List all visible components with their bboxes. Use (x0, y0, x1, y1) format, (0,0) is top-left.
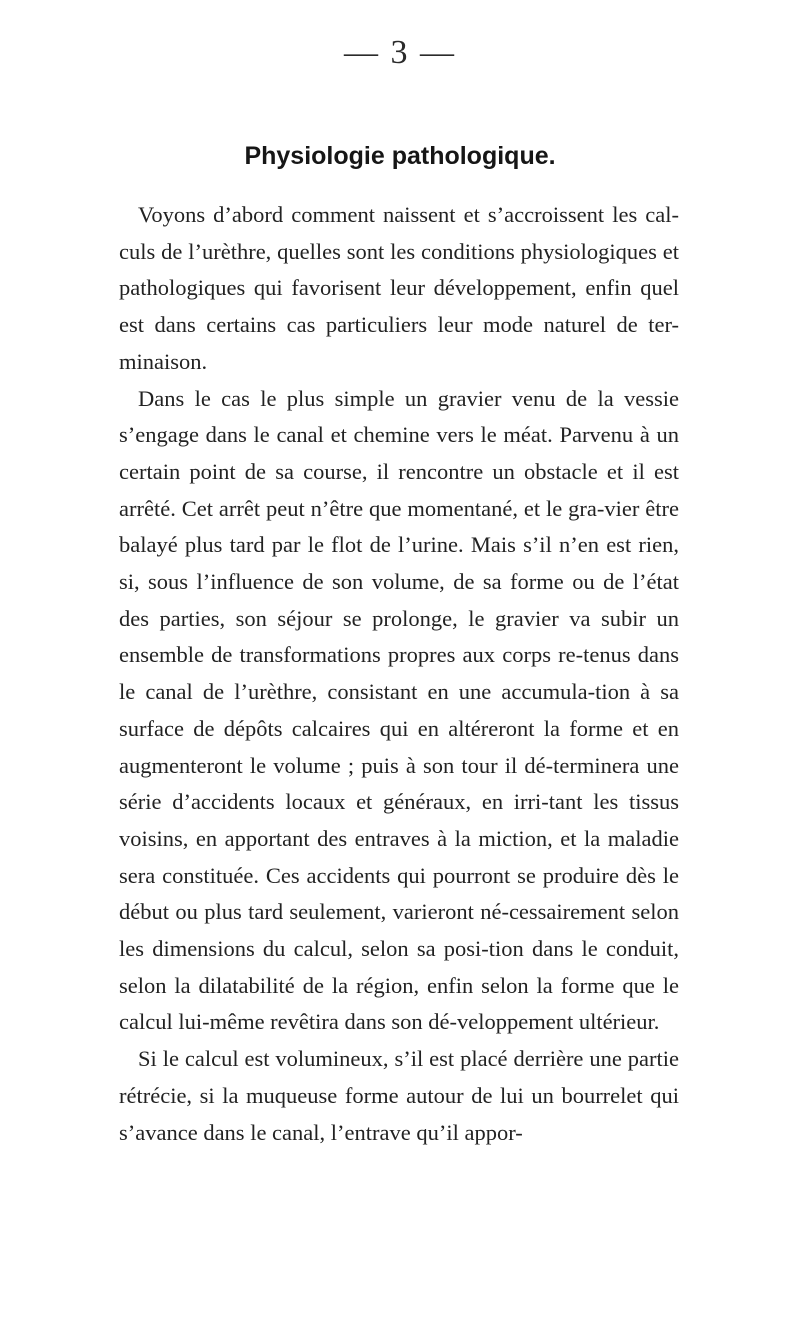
page-number: — 3 — (344, 34, 456, 71)
body-text (119, 197, 679, 1151)
section-title: Physiologie pathologique. (244, 142, 556, 170)
paragraph-3: Si le calcul est volumineux, s’il est placé derrière une partie rétrécie, si la muqueuse forme autour de lui un bourrelet qui s’avance dans le canal, l’entrave qu’il appor- (119, 1046, 679, 1145)
paragraph-1: Voyons d’abord comment naissent et s’accroissent les cal-culs de l’urèthre, quelles sont les conditions physiologiques et pathologiques qui favorisent leur développement, enfin quel est dans certains cas particuliers leur mode naturel de ter-minaison. (119, 202, 679, 374)
paragraph-2: Dans le cas le plus simple un gravier venu de la vessie s’engage dans le canal et chemine vers le méat. Parvenu à un certain point de sa course, il rencontre un obstacle et il est arrêté. Cet arrêt peut n’être que momentané, et le gra-vier être balayé plus tard par le flot de l’urine. Mais s’il n’en est rien, si, sous l’influence de son volume, de sa forme ou de l’état des parties, son séjour se prolonge, le gravier va subir un ensemble de transformations propres aux corps re-tenus dans le canal de l’urèthre, consistant en une accumula-tion à sa surface de dépôts calcaires qui en altéreront la forme et en augmenteront le volume ; puis à son tour il dé-terminera une série d’accidents locaux et généraux, en irri-tant les tissus voisins, en apportant des entraves à la miction, et la maladie sera constituée. Ces accidents qui pourront se produire dès le début ou plus tard seulement, varieront né-cessairement selon les dimensions du calcul, selon sa posi-tion dans le conduit, selon la dilatabilité de la région, enfin selon la forme que le calcul lui-même revêtira dans son dé-veloppement ultérieur. (119, 385, 679, 1035)
